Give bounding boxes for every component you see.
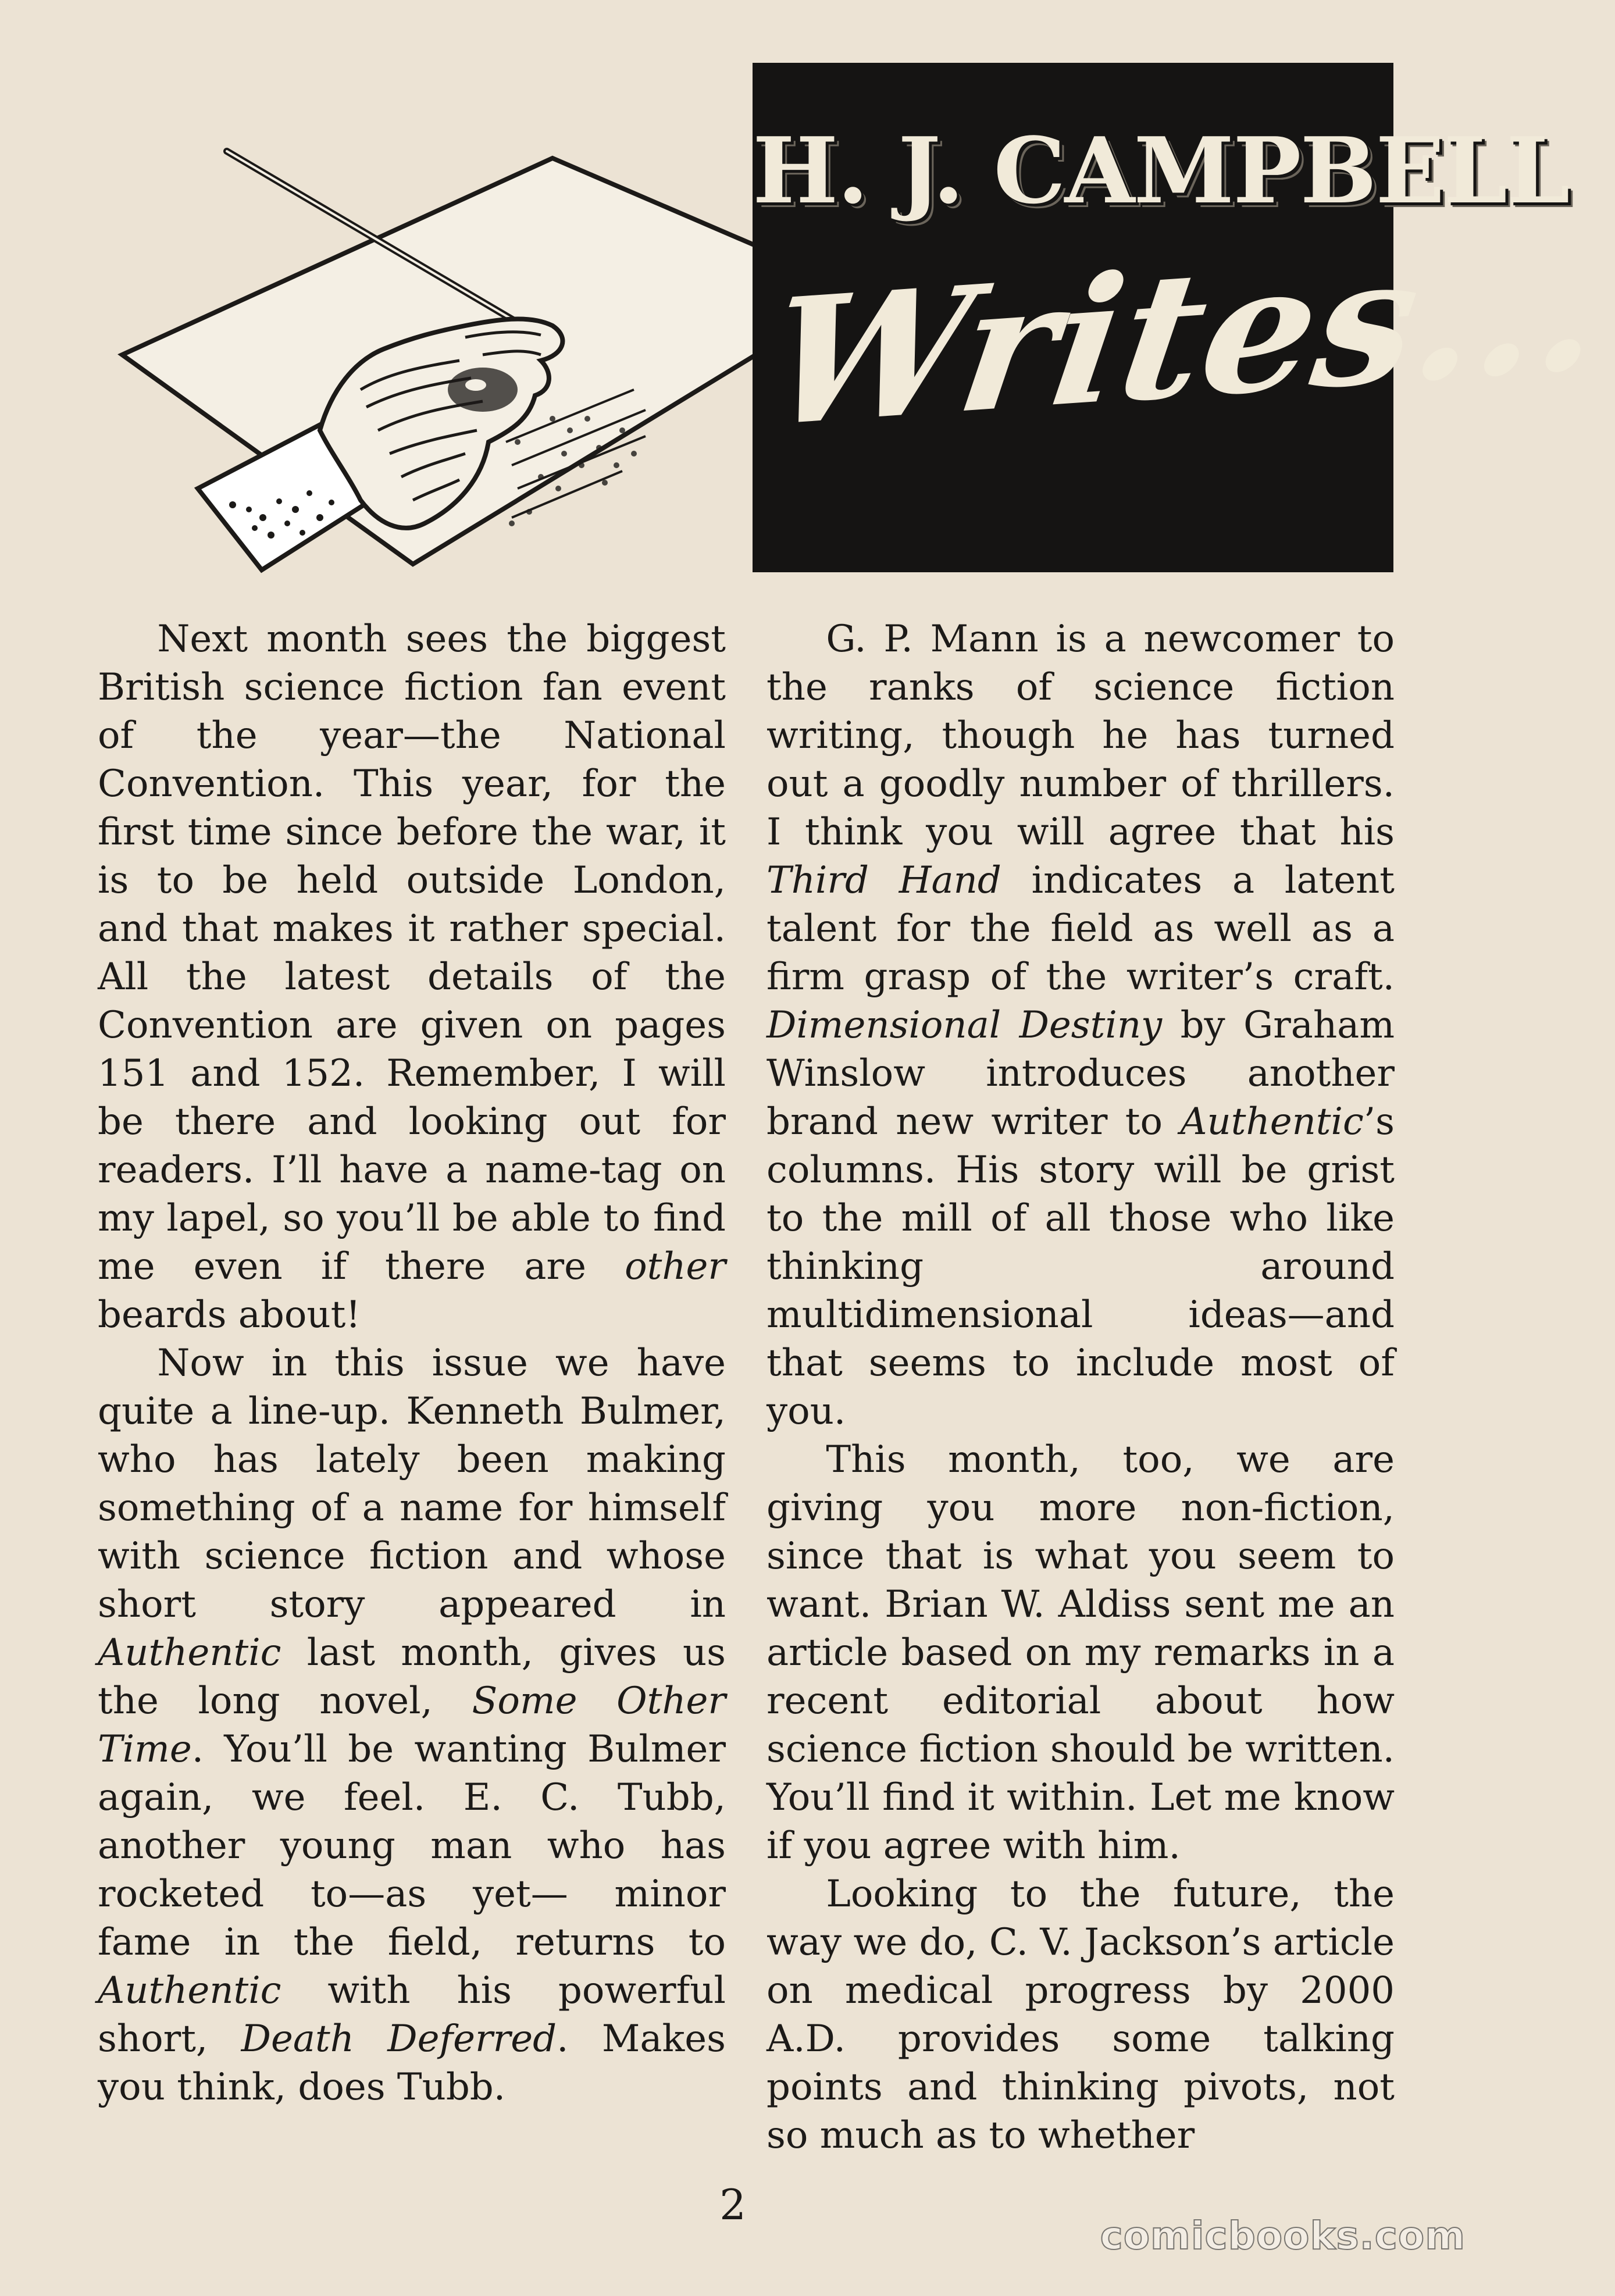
paragraph-text: G. P. Mann is a newcomer to the ranks of science fiction writing, though he has turned out a goodly number of thrillers. I think you will agree that his — [766, 618, 1395, 854]
paragraph-text: Looking to the future, the way we do, C. V. Jackson’s article on medical progress by 2000 A.D. provides some talking points and thinking pivots, not so much as to whether — [766, 1873, 1395, 2157]
paragraph-text: Now in this issue we have quite a line-up. Kenneth Bulmer, who has lately been making something of a name for himself with science fiction and whose short story appeared in — [98, 1342, 726, 1626]
paragraph-text: by Graham Winslow introduces another brand new writer to — [766, 1004, 1395, 1143]
italic-title: Dimensional Destiny — [766, 1004, 1163, 1047]
page-number: 2 — [719, 2180, 746, 2229]
left-column — [98, 615, 726, 2112]
watermark: comicbooks.com — [1100, 2213, 1466, 2258]
paragraph — [766, 1436, 1395, 1870]
paragraph-text: This month, too, we are giving you more non-fiction, since that is what you seem to want. Brian W. Aldiss sent me an article based on my remarks in a recent editorial about how science fiction should be written. You’ll find it within. Let me know if you agree with him. — [766, 1438, 1395, 1867]
title-panel — [753, 63, 1615, 572]
paragraph-text: ’s columns. His story will be grist to the mill of all those who like thinking around multidimensional ideas—and that seems to include most of you. — [766, 1100, 1395, 1433]
paragraph — [766, 1870, 1395, 2160]
paragraph-text: with his powerful short, — [98, 1969, 726, 2060]
italic-title: Third Hand — [766, 859, 1001, 902]
paragraph — [766, 615, 1395, 1436]
paragraph-text: . Makes you think, does Tubb. — [98, 2017, 726, 2109]
paragraph — [98, 1339, 726, 2112]
paragraph-text: beards about! — [98, 1293, 361, 1336]
italic-title: Authentic — [98, 1969, 281, 2012]
paragraph-text: Next month sees the biggest British science fiction fan event of the year—the National Convention. This year, for the first time since before the war, it is to be held outside London, and that makes it rather special. All the latest details of the Convention are given on pages 151 and 152. Remember, I will be there and looking out for readers. I’ll have a name-tag on my lapel, so you’ll be able to find me even if there are — [98, 618, 726, 1288]
italic-title: other — [625, 1245, 726, 1288]
author-name: H. J. CAMPBELL — [753, 117, 1569, 224]
column-title: Writes... — [757, 204, 1615, 466]
article-columns — [98, 615, 1395, 2162]
paragraph-text: last month, gives us the long novel, — [98, 1631, 726, 1723]
italic-title: Death Deferred — [241, 2017, 557, 2060]
italic-title: Authentic — [98, 1631, 281, 1674]
editorial-header — [0, 0, 1615, 593]
paragraph-text: indicates a latent talent for the field as well as a firm grasp of the writer’s craft. — [766, 859, 1395, 999]
right-column — [766, 615, 1395, 2160]
paragraph-text: . You’ll be wanting Bulmer again, we feel. E. C. Tubb, another young man who has rocketed to—as yet— minor fame in the field, returns to — [98, 1728, 726, 1964]
italic-title: Authentic — [1180, 1100, 1364, 1143]
paragraph — [98, 615, 726, 1339]
italic-title: Some Other Time — [98, 1680, 726, 1771]
